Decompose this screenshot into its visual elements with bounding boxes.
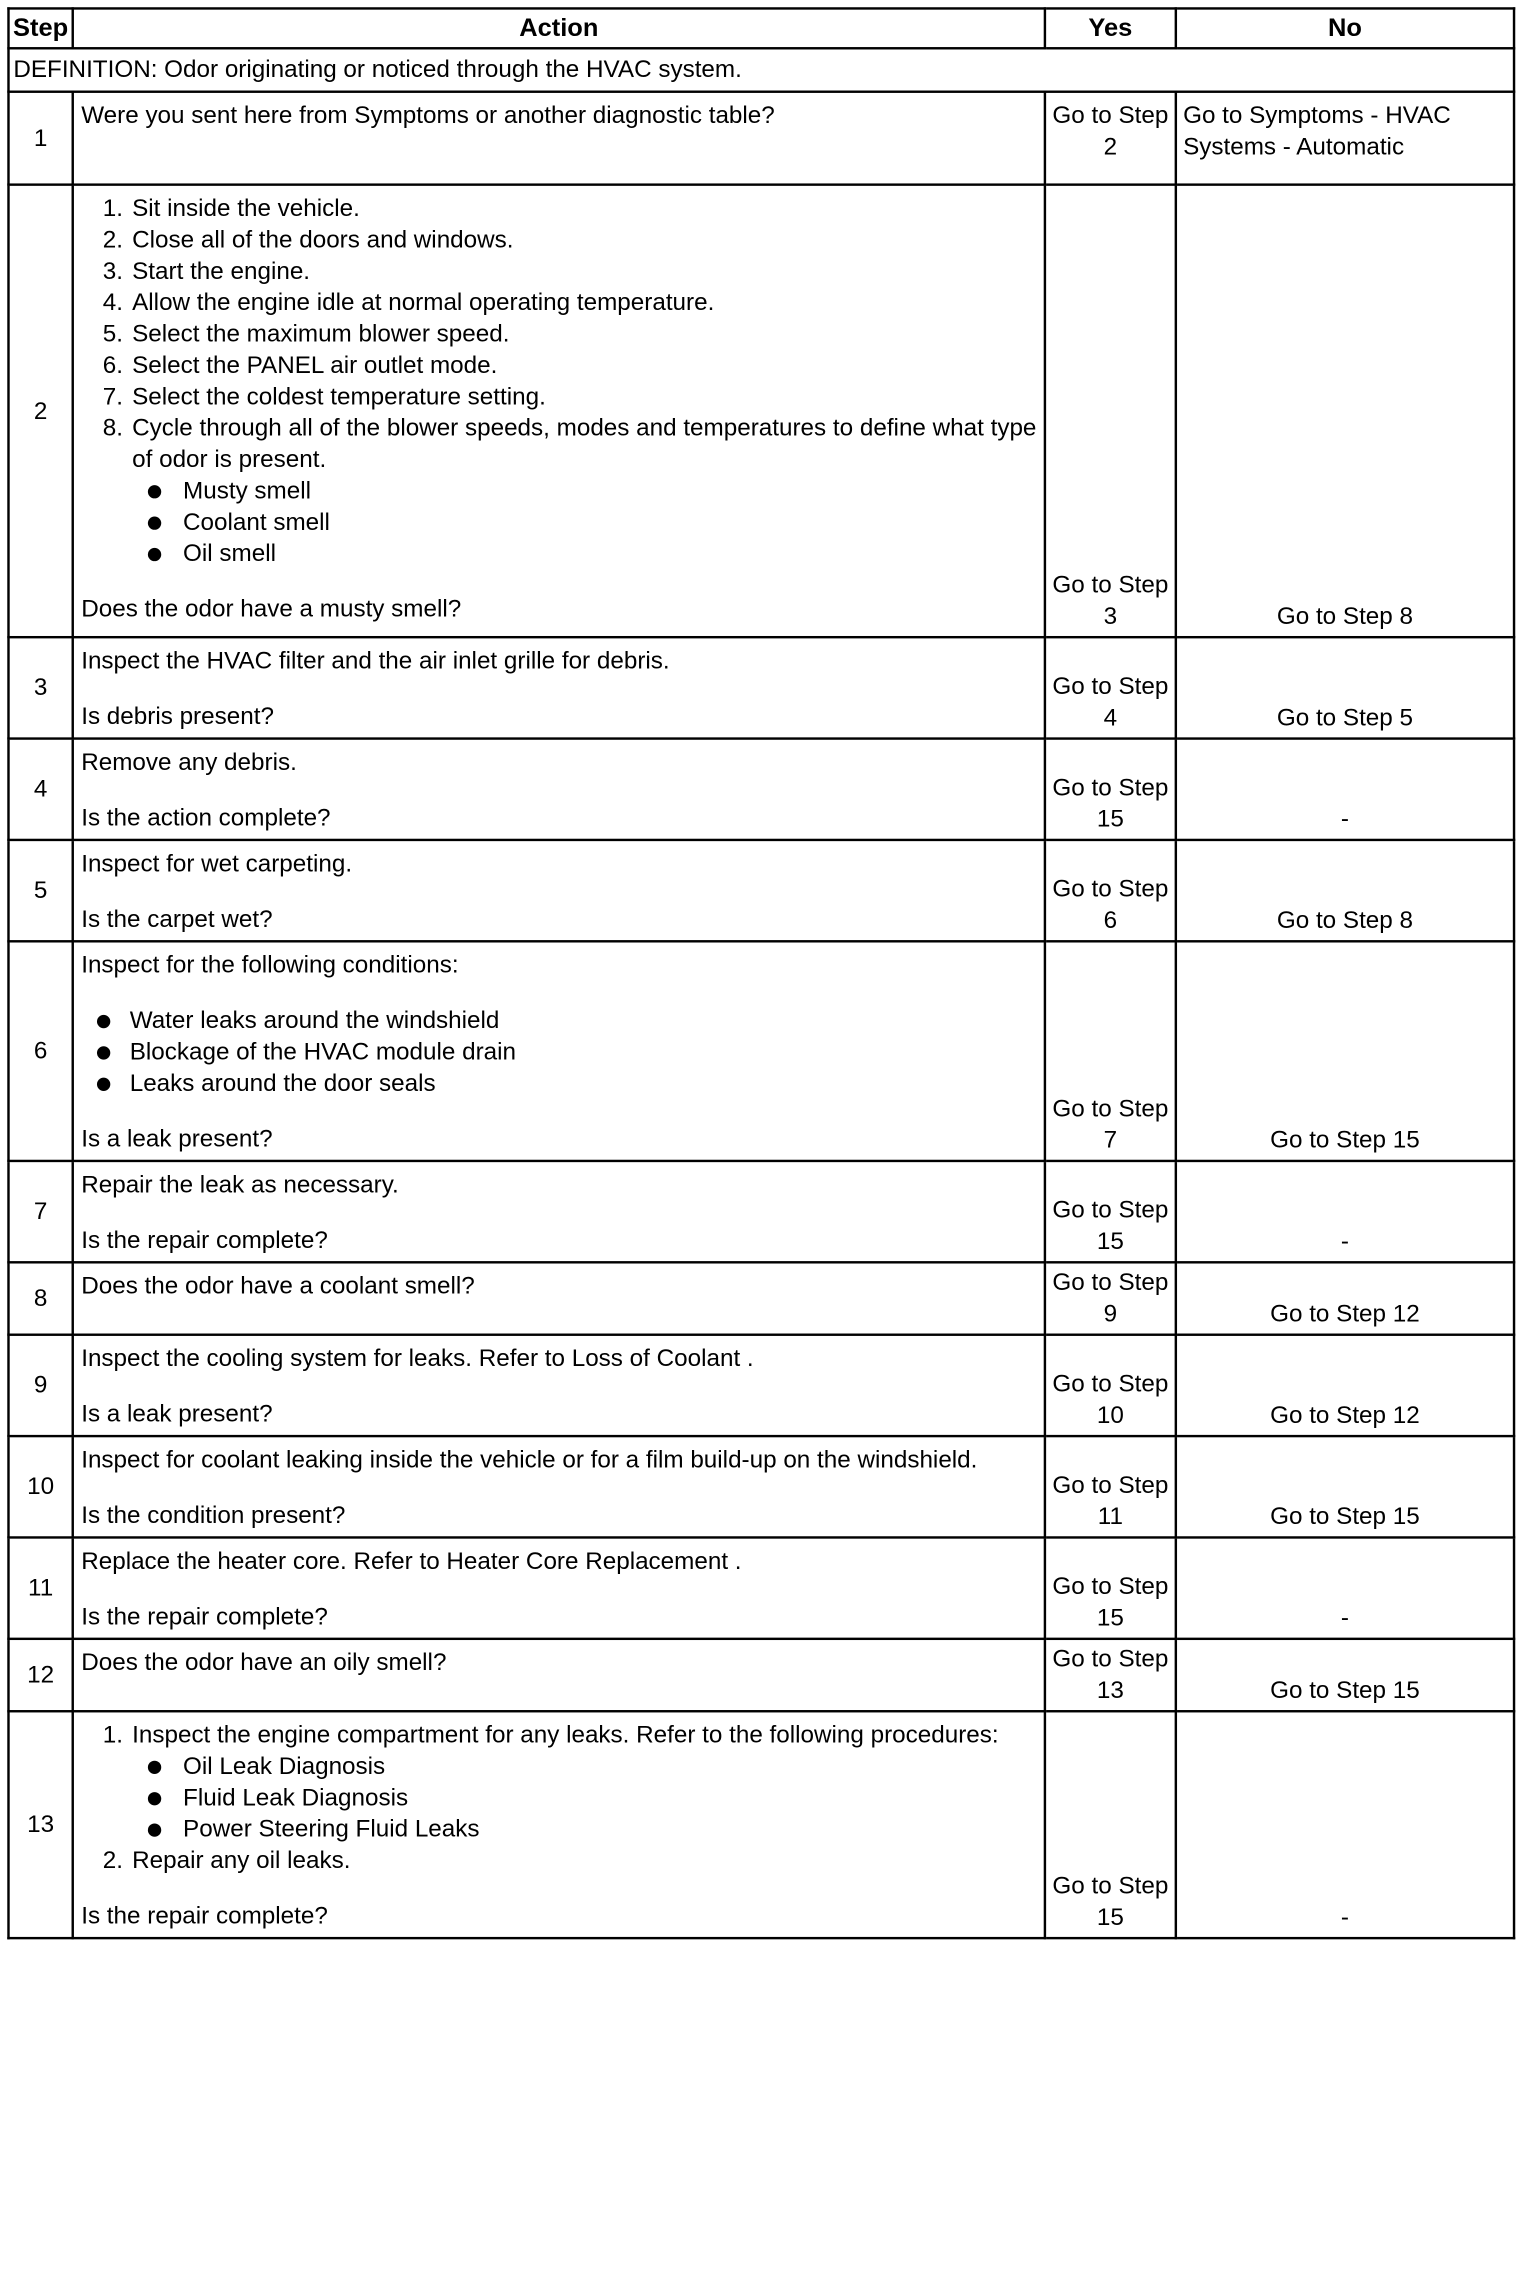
step-number: 4 [8,739,72,840]
action-text: Inspect the cooling system for leaks. Refer to Loss of Coolant . [81,1345,754,1373]
table-row [8,92,1514,185]
table-row [8,1161,1514,1262]
condition-list [81,1005,1036,1099]
question-text: Is the repair complete? [81,1903,328,1930]
list-item: 6. Select the PANEL air outlet mode. [130,350,1037,381]
yes-cell: Go to Step 15 [1045,1161,1176,1262]
action-cell [73,941,1045,1161]
sub-list-item: Fluid Leak Diagnosis [181,1782,1037,1813]
header-no: No [1176,8,1514,48]
no-cell: Go to Step 15 [1176,1639,1514,1711]
action-cell [73,1436,1045,1537]
action-text: Remove any debris. [81,749,297,776]
header-action: Action [73,8,1045,48]
yes-cell: Go to Step 11 [1045,1436,1176,1537]
action-text: Inspect for the following conditions: [81,952,459,979]
step-number: 9 [8,1335,72,1436]
no-cell: Go to Step 5 [1176,637,1514,738]
odor-type-list [132,475,1036,569]
action-cell [73,185,1045,638]
table-row [8,1335,1514,1436]
diagnostic-table [7,7,1515,1939]
list-item: Water leaks around the windshield [130,1005,1037,1036]
question-text: Is the repair complete? [81,1603,328,1631]
yes-cell: Go to Step 15 [1045,739,1176,840]
table-row [8,941,1514,1161]
action-cell [73,1161,1045,1262]
step-number: 7 [8,1161,72,1262]
yes-cell: Go to Step 15 [1045,1537,1176,1638]
no-cell: Go to Step 15 [1176,1436,1514,1537]
list-item: 3. Start the engine. [130,256,1037,287]
yes-cell: Go to Step 10 [1045,1335,1176,1436]
no-cell: - [1176,1161,1514,1262]
question-text: Is the repair complete? [81,1227,328,1254]
list-item: 4. Allow the engine idle at normal operating temperature. [130,287,1037,318]
list-item-text: Inspect the engine compartment for any leaks. Refer to the following procedures: [132,1722,999,1749]
definition-row [8,48,1514,91]
list-item: 1. Sit inside the vehicle. [130,193,1037,224]
table-row [8,185,1514,638]
no-cell: Go to Step 12 [1176,1262,1514,1334]
action-text: Inspect the HVAC filter and the air inlet grille for debris. [81,648,670,675]
yes-cell: Go to Step 3 [1045,185,1176,638]
list-item: 5. Select the maximum blower speed. [130,319,1037,350]
question-text: Is debris present? [81,703,274,731]
sub-list-item: Oil smell [181,538,1037,569]
action-cell [73,1711,1045,1938]
procedure-reference-list [132,1751,1036,1845]
action-cell [73,1537,1045,1638]
yes-cell: Go to Step 13 [1045,1639,1176,1711]
question-text: Is the condition present? [81,1502,346,1530]
table-row [8,1436,1514,1537]
header-yes: Yes [1045,8,1176,48]
table-row [8,1639,1514,1711]
action-text: Replace the heater core. Refer to Heater Core Replacement . [81,1548,742,1575]
table-row [8,739,1514,840]
no-cell: - [1176,1537,1514,1638]
table-row [8,1262,1514,1334]
action-cell [73,840,1045,941]
action-cell [73,1262,1045,1334]
action-cell [73,739,1045,840]
yes-cell: Go to Step 15 [1045,1711,1176,1938]
list-item [130,1720,1037,1846]
table-row [8,840,1514,941]
sub-list-item: Coolant smell [181,507,1037,538]
table-row [8,1537,1514,1638]
list-item: 2. Repair any oil leaks. [130,1845,1037,1876]
table-row [8,637,1514,738]
step-number: 10 [8,1436,72,1537]
yes-cell: Go to Step 6 [1045,840,1176,941]
action-cell [73,1335,1045,1436]
list-item: Leaks around the door seals [130,1068,1037,1099]
action-text: Repair the leak as necessary. [81,1171,399,1199]
action-cell [73,1639,1045,1711]
action-cell [73,92,1045,185]
list-item: 2. Close all of the doors and windows. [130,224,1037,255]
list-item [130,413,1037,570]
question-text: Is the carpet wet? [81,906,273,933]
action-cell [73,637,1045,738]
yes-cell: Go to Step 2 [1045,92,1176,185]
question-text: Is a leak present? [81,1401,273,1428]
step-number: 2 [8,185,72,638]
step-number: 11 [8,1537,72,1638]
no-cell: - [1176,739,1514,840]
table-row [8,1711,1514,1938]
no-cell: Go to Symptoms - HVAC Systems - Automatic [1176,92,1514,185]
step-number: 8 [8,1262,72,1334]
list-item: 7. Select the coldest temperature setting. [130,381,1037,412]
action-text: Inspect for coolant leaking inside the vehicle or for a film build-up on the windshield. [81,1446,978,1474]
no-cell: Go to Step 8 [1176,840,1514,941]
step-number: 13 [8,1711,72,1938]
action-text: Inspect for wet carpeting. [81,850,353,878]
no-cell: Go to Step 12 [1176,1335,1514,1436]
no-cell: - [1176,1711,1514,1938]
header-row [8,8,1514,48]
yes-cell: Go to Step 7 [1045,941,1176,1161]
step-number: 1 [8,92,72,185]
question-text: Is a leak present? [81,1125,273,1153]
definition-text: DEFINITION: Odor originating or noticed through the HVAC system. [8,48,1514,91]
sub-list-item: Power Steering Fluid Leaks [181,1814,1037,1845]
step-number: 12 [8,1639,72,1711]
list-item: Blockage of the HVAC module drain [130,1037,1037,1068]
step-number: 6 [8,941,72,1161]
header-step: Step [8,8,72,48]
sub-list-item: Oil Leak Diagnosis [181,1751,1037,1782]
action-text: Does the odor have a coolant smell? [81,1273,475,1300]
question-text: Is the action complete? [81,804,331,832]
yes-cell: Go to Step 4 [1045,637,1176,738]
no-cell: Go to Step 15 [1176,941,1514,1161]
sub-list-item: Musty smell [181,475,1037,506]
yes-cell: Go to Step 9 [1045,1262,1176,1334]
action-text: Does the odor have an oily smell? [81,1649,447,1677]
list-item-text: Cycle through all of the blower speeds, modes and temperatures to define what type of odor is present. [132,415,1037,474]
question-text: Does the odor have a musty smell? [81,596,462,623]
procedure-list [81,193,1036,570]
step-number: 5 [8,840,72,941]
action-text: Were you sent here from Symptoms or another diagnostic table? [81,102,775,130]
procedure-list [81,1720,1036,1877]
no-cell: Go to Step 8 [1176,185,1514,638]
step-number: 3 [8,637,72,738]
